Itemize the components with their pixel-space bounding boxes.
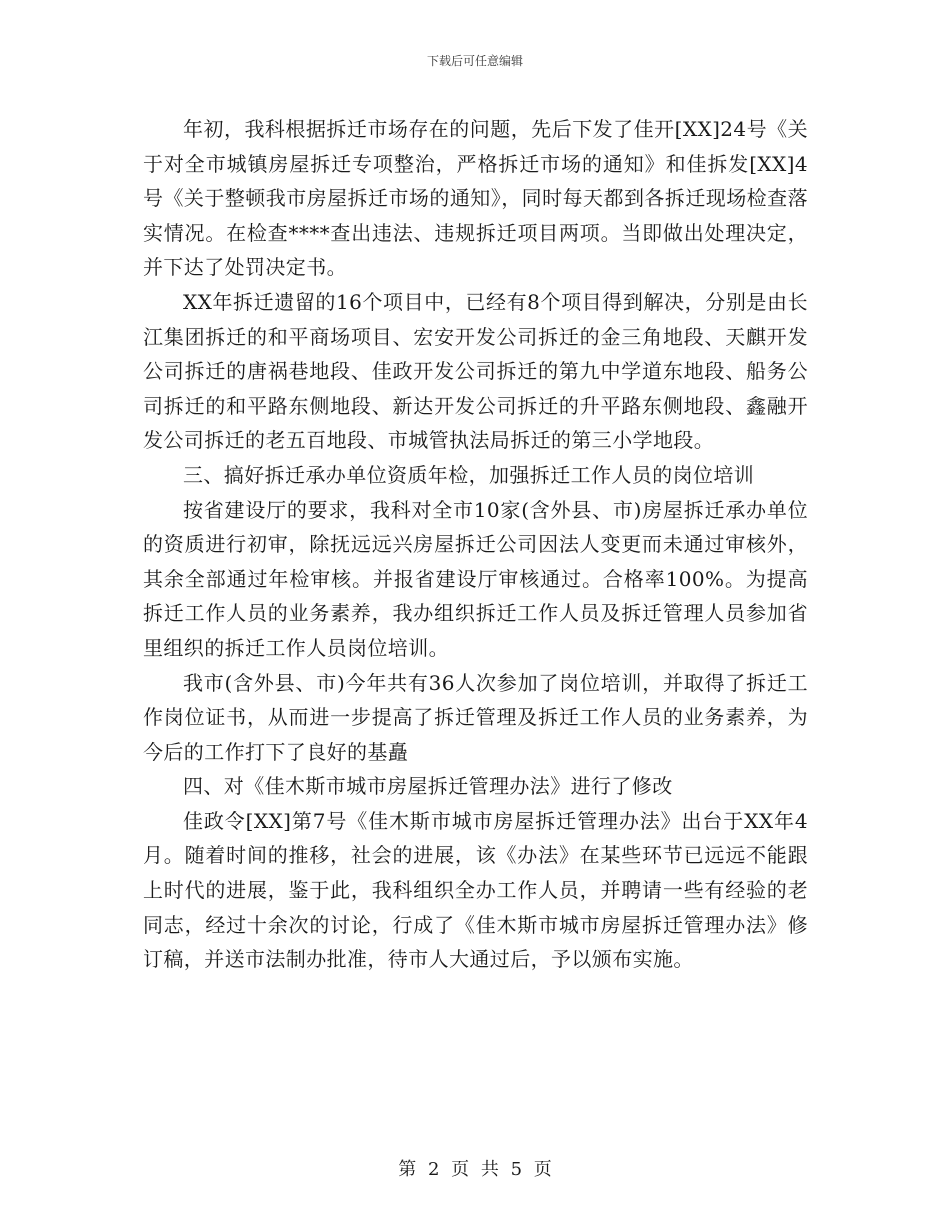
- paragraph-legacy-projects: XX年拆迁遗留的16个项目中，已经有8个项目得到解决，分别是由长江集团拆迁的和平商场项目、宏安开发公司拆迁的金三角地段、天麒开发公司拆迁的唐祸巷地段、佳政开发公司拆迁的第九中学道东地段、船务公司拆迁的和平路东侧地段、新达开发公司拆迁的升平路东侧地段、鑫融开发公司拆迁的老五百地段、市城管执法局拆迁的第三小学地段。: [143, 289, 808, 453]
- paragraph-regulation-revision: 佳政令[XX]第7号《佳木斯市城市房屋拆迁管理办法》出台于XX年4月。随着时间的推移，社会的进展，该《办法》在某些环节已远远不能跟上时代的进展，鉴于此，我科组织全办工作人员，并聘请一些有经验的老同志，经过十余次的讨论，行成了《佳木斯市城市房屋拆迁管理办法》修订稿，并送市法制办批准，待市人大通过后，予以颁布实施。: [143, 808, 808, 972]
- paragraph-demolition-rectification: 年初，我科根据拆迁市场存在的问题，先后下发了佳开[XX]24号《关于对全市城镇房屋拆迁专项整治，严格拆迁市场的通知》和佳拆发[XX]4号《关于整顿我市房屋拆迁市场的通知》，同时每天都到各拆迁现场检查落实情况。在检查****查出违法、违规拆迁项目两项。当即做出处理决定，并下达了处罚决定书。: [143, 117, 808, 280]
- paragraph-qualification-review: 按省建设厅的要求，我科对全市10家(含外县、市)房屋拆迁承办单位的资质进行初审，除抚远远兴房屋拆迁公司因法人变更而未通过审核外，其余全部通过年检审核。并报省建设厅审核通过。合格率100%。为提高拆迁工作人员的业务素养，我办组织拆迁工作人员及拆迁管理人员参加省里组织的拆迁工作人员岗位培训。: [143, 497, 808, 660]
- section-heading-regulation-revision: 四、对《佳木斯市城市房屋拆迁管理办法》进行了修改: [183, 774, 673, 799]
- section-heading-qualification-training: 三、搞好拆迁承办单位资质年检，加强拆迁工作人员的岗位培训: [183, 462, 755, 487]
- page-number-footer: 第 2 页 共 5 页: [398, 1159, 552, 1180]
- paragraph-training-results: 我市(含外县、市)今年共有36人次参加了岗位培训，并取得了拆迁工作岗位证书，从而进一步提高了拆迁管理及拆迁工作人员的业务素养，为今后的工作打下了良好的基矗: [143, 670, 808, 764]
- page-header-note: 下载后可任意编辑: [426, 54, 523, 68]
- document-body: [143, 112, 808, 977]
